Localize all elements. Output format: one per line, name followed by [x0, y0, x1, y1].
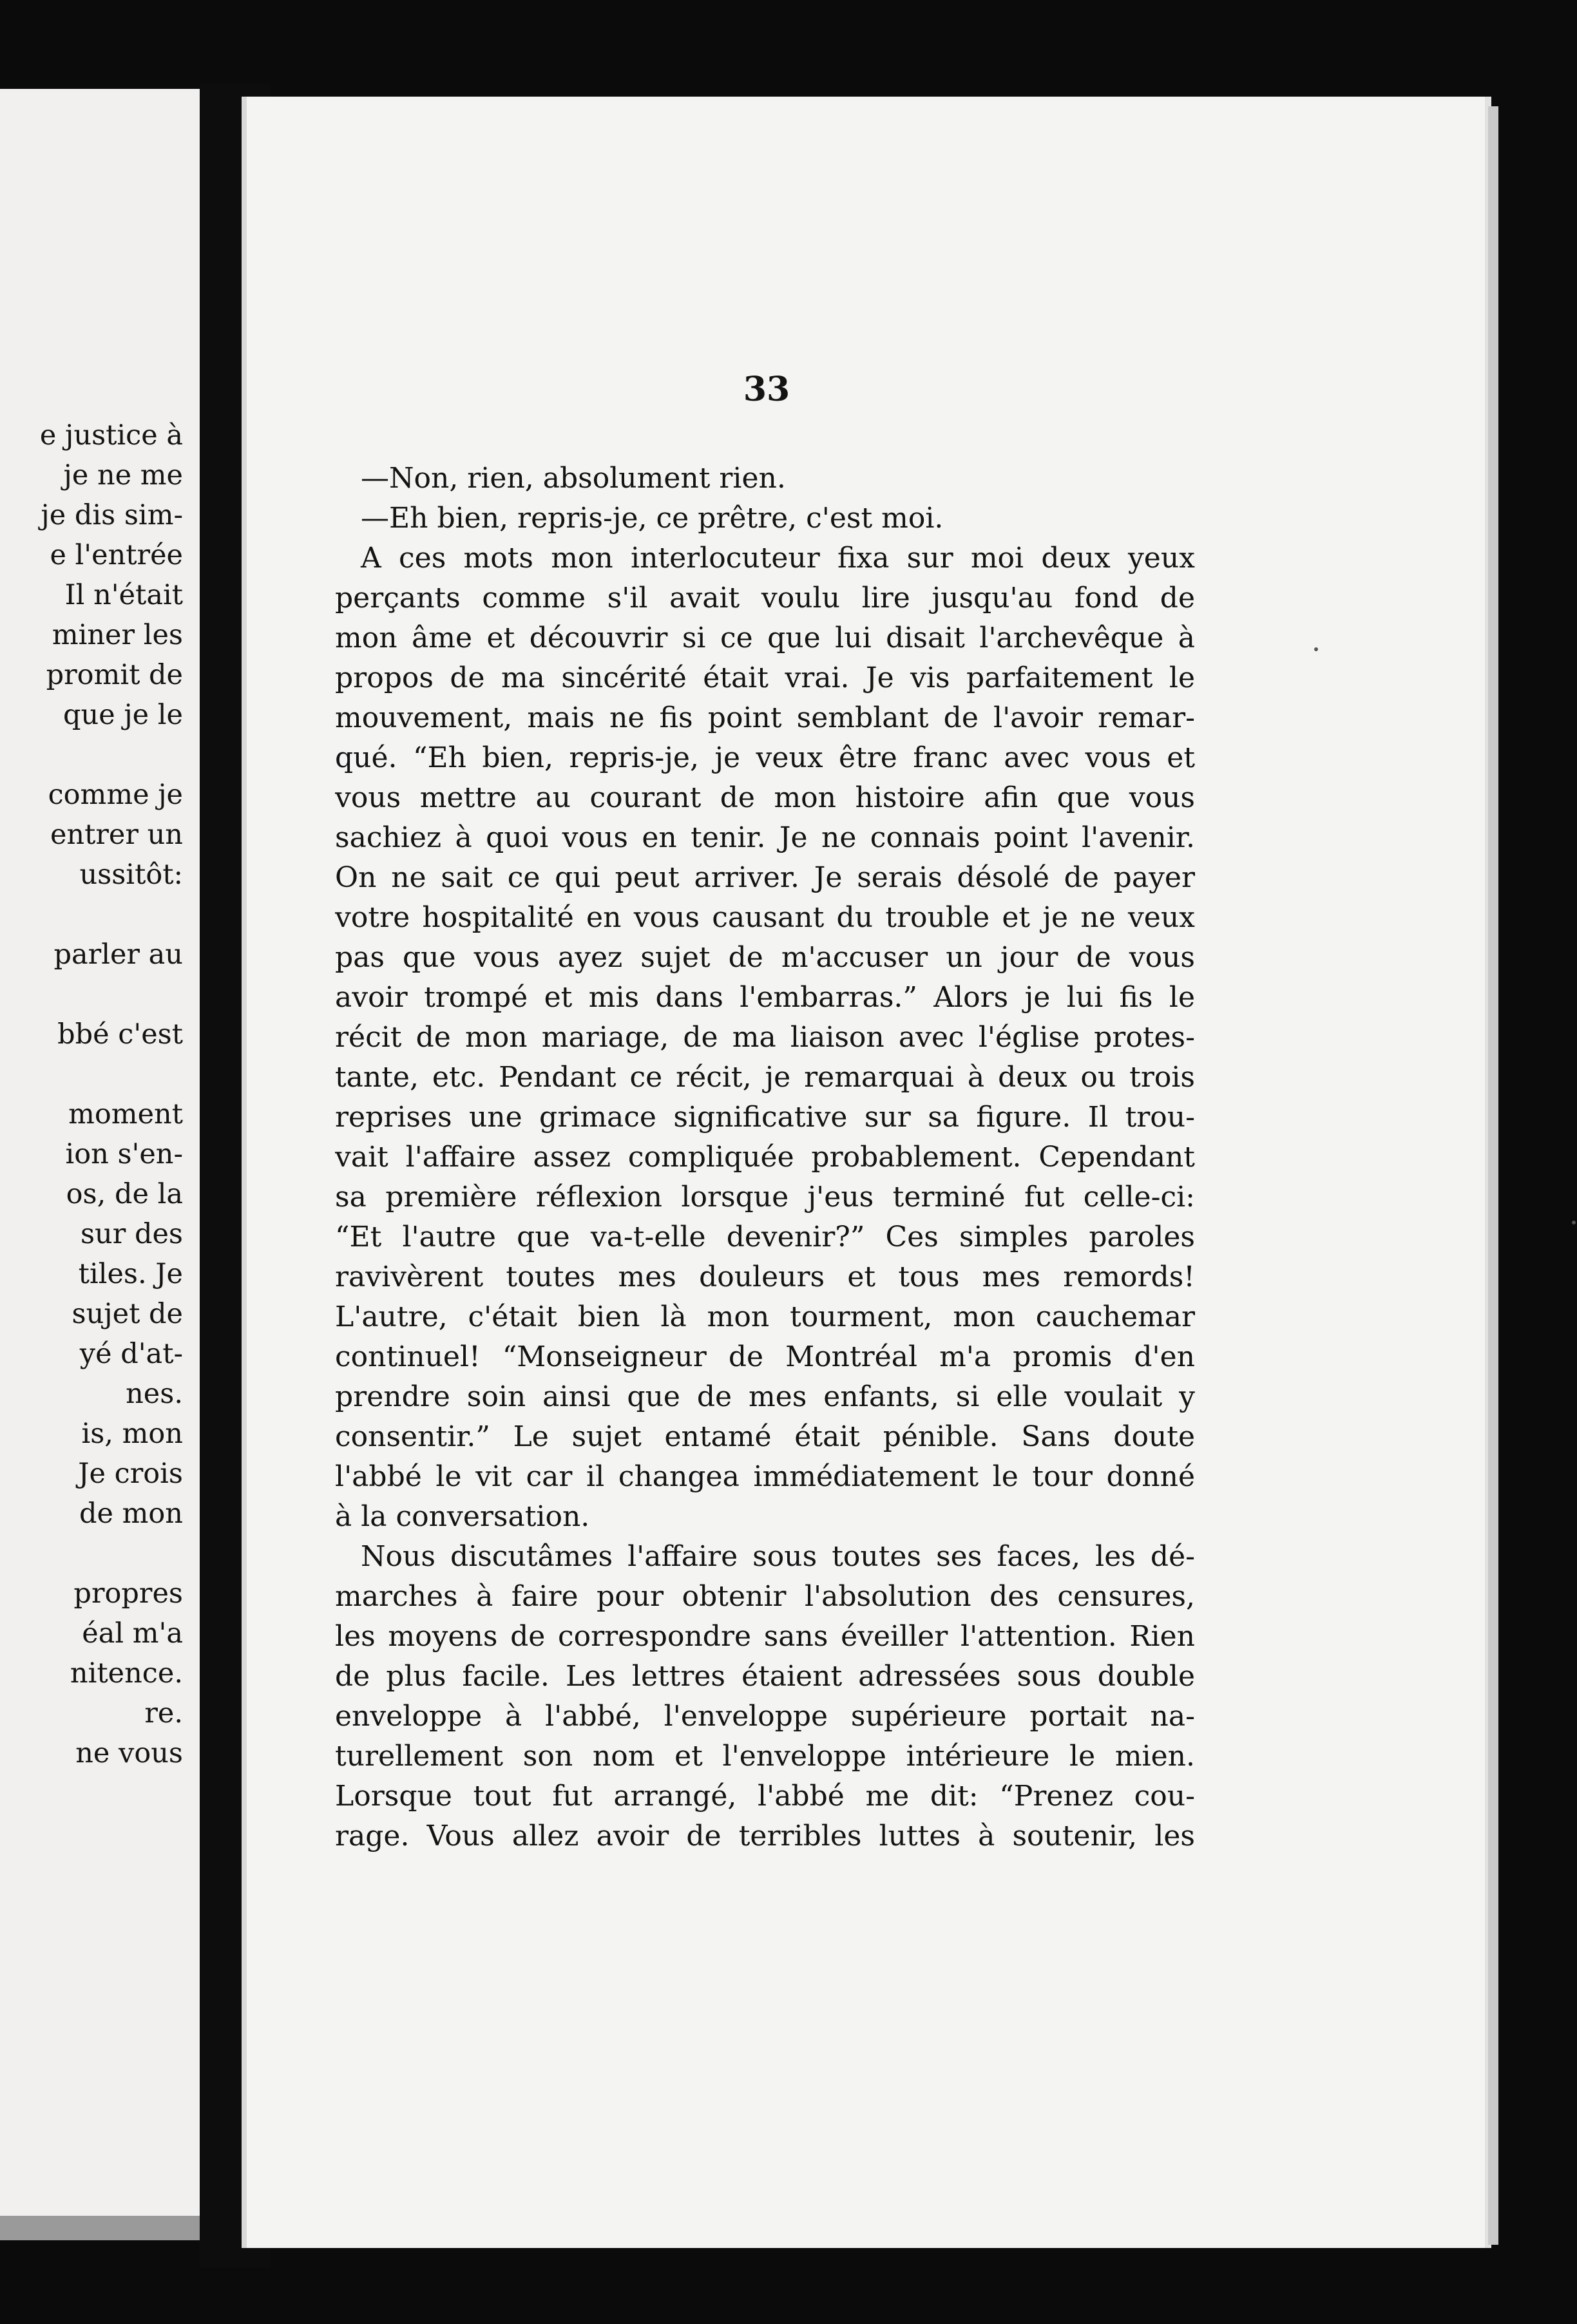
left-page-line-fragment: propres: [73, 1577, 183, 1610]
text-line: —Non, rien, absolument rien.: [361, 462, 786, 495]
right-page-edge: [1488, 106, 1498, 2245]
left-page-line-fragment: promit de: [46, 659, 183, 691]
left-page-line-fragment: re.: [144, 1697, 183, 1729]
text-line: perçants comme s'il avait voulu lire jusqu'au fond de: [335, 582, 1195, 614]
left-page: [0, 89, 200, 2240]
left-page-line-fragment: de mon: [79, 1498, 183, 1530]
left-page-line-fragment: miner les: [52, 619, 183, 651]
left-page-line-fragment: sujet de: [72, 1298, 183, 1330]
text-line: sachiez à quoi vous en tenir. Je ne connais point l'avenir.: [335, 821, 1195, 854]
text-line: votre hospitalité en vous causant du trouble et je ne veux: [335, 901, 1195, 934]
text-line: rage. Vous allez avoir de terribles luttes à soutenir, les: [335, 1820, 1195, 1853]
text-line: L'autre, c'était bien là mon tourment, mon cauchemar: [335, 1300, 1195, 1333]
text-line: “Et l'autre que va-t-elle devenir?” Ces simples paroles: [335, 1221, 1195, 1253]
text-line: tante, etc. Pendant ce récit, je remarquai à deux ou trois: [335, 1061, 1195, 1094]
text-line: à la conversation.: [335, 1500, 590, 1533]
left-page-line-fragment: e justice à: [39, 419, 183, 452]
left-page-line-fragment: e l'entrée: [50, 539, 183, 571]
text-line: pas que vous ayez sujet de m'accuser un jour de vous: [335, 941, 1195, 974]
left-page-line-fragment: ion s'en-: [65, 1138, 183, 1170]
left-page-line-fragment: os, de la: [66, 1178, 183, 1210]
text-line: récit de mon mariage, de ma liaison avec l'église protes-: [335, 1021, 1195, 1054]
left-page-line-fragment: Il n'était: [64, 579, 183, 611]
text-line: propos de ma sincérité était vrai. Je vis parfaitement le: [335, 662, 1195, 694]
left-page-line-fragment: is, mon: [81, 1418, 183, 1450]
left-page-line-fragment: nitence.: [70, 1657, 183, 1690]
text-line: On ne sait ce qui peut arriver. Je serais désolé de payer: [335, 861, 1195, 894]
body-text: [335, 459, 1195, 1856]
text-line: reprises une grimace significative sur sa figure. Il trou-: [335, 1101, 1195, 1134]
text-line: consentir.” Le sujet entamé était pénible. Sans doute: [335, 1420, 1195, 1453]
text-line: continuel! “Monseigneur de Montréal m'a promis d'en: [335, 1340, 1195, 1373]
left-page-line-fragment: tiles. Je: [78, 1258, 183, 1290]
left-page-line-fragment: comme je: [48, 779, 183, 811]
text-line: A ces mots mon interlocuteur fixa sur moi deux yeux: [361, 542, 1195, 575]
text-line: vous mettre au courant de mon histoire afin que vous: [335, 781, 1195, 814]
text-line: l'abbé le vit car il changea immédiatement le tour donné: [335, 1460, 1195, 1493]
left-page-line-fragment: Je crois: [78, 1458, 183, 1490]
left-page-line-fragment: sur des: [80, 1218, 183, 1250]
left-page-line-fragment: ussitôt:: [79, 859, 183, 891]
text-line: prendre soin ainsi que de mes enfants, si elle voulait y: [335, 1380, 1195, 1413]
left-page-line-fragment: yé d'at-: [79, 1338, 183, 1370]
text-line: Lorsque tout fut arrangé, l'abbé me dit: “Prenez cou-: [335, 1780, 1195, 1813]
left-page-line-fragment: nes.: [126, 1378, 183, 1410]
text-line: marches à faire pour obtenir l'absolution des censures,: [335, 1580, 1195, 1613]
text-line: de plus facile. Les lettres étaient adressées sous double: [335, 1660, 1195, 1693]
text-line: mouvement, mais ne fis point semblant de l'avoir remar-: [335, 701, 1195, 734]
text-line: ravivèrent toutes mes douleurs et tous mes remords!: [335, 1261, 1195, 1293]
left-page-line-fragment: bbé c'est: [57, 1018, 183, 1051]
page-number: 33: [743, 370, 790, 409]
left-page-edge-shadow: [0, 2216, 200, 2240]
left-page-line-fragment: ne vous: [75, 1737, 183, 1769]
left-page-line-fragment: moment: [68, 1098, 183, 1130]
paper-speck: [1572, 1221, 1576, 1224]
text-line: enveloppe à l'abbé, l'enveloppe supérieure portait na-: [335, 1700, 1195, 1733]
text-line: turellement son nom et l'enveloppe intérieure le mien.: [335, 1740, 1195, 1773]
text-line: avoir trompé et mis dans l'embarras.” Alors je lui fis le: [335, 981, 1195, 1014]
left-page-line-fragment: parler au: [53, 938, 183, 971]
left-page-line-fragment: entrer un: [50, 819, 183, 851]
text-line: qué. “Eh bien, repris-je, je veux être franc avec vous et: [335, 741, 1195, 774]
left-page-line-fragment: éal m'a: [82, 1617, 183, 1650]
text-line: vait l'affaire assez compliquée probablement. Cependant: [335, 1141, 1195, 1174]
text-line: sa première réflexion lorsque j'eus terminé fut celle-ci:: [335, 1181, 1195, 1214]
left-page-line-fragment: je ne me: [63, 459, 183, 491]
text-line: les moyens de correspondre sans éveiller l'attention. Rien: [335, 1620, 1195, 1653]
left-page-line-fragment: que je le: [63, 699, 183, 731]
left-page-line-fragment: je dis sim-: [41, 499, 183, 531]
text-line: mon âme et découvrir si ce que lui disait l'archevêque à: [335, 622, 1195, 654]
paper-speck: [1314, 647, 1318, 651]
text-line: —Eh bien, repris-je, ce prêtre, c'est moi.: [361, 502, 944, 535]
text-line: Nous discutâmes l'affaire sous toutes ses faces, les dé-: [361, 1540, 1195, 1573]
